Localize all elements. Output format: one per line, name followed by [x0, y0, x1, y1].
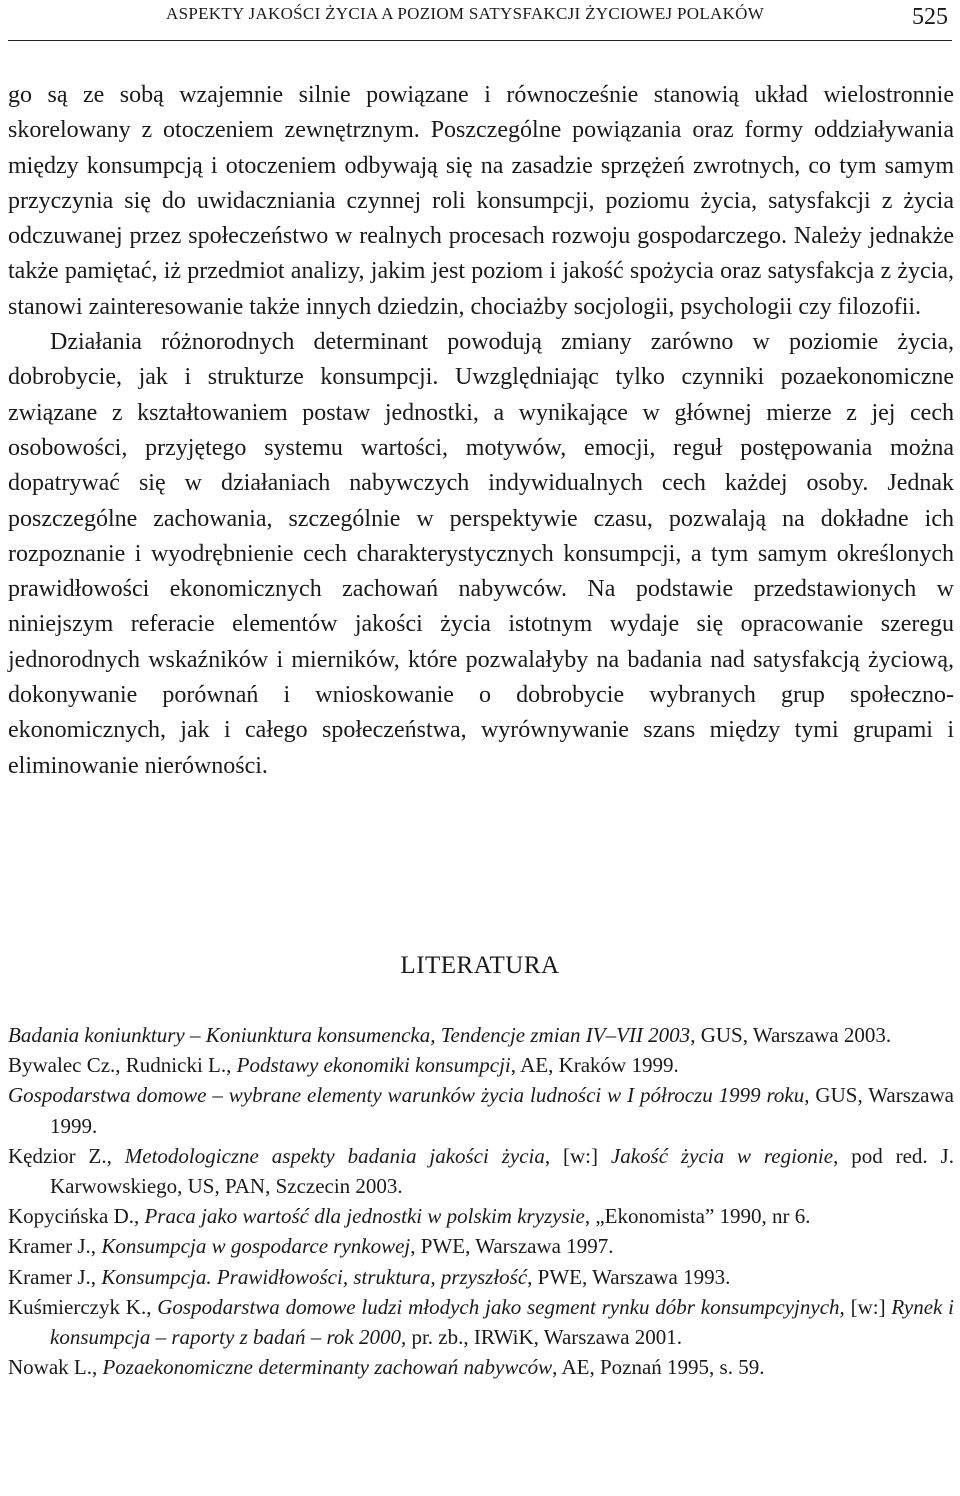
reference-item [8, 1050, 954, 1080]
ref-text: , AE, Poznań 1995, s. 59. [552, 1355, 765, 1380]
ref-title: Konsumpcja w gospodarce rynkowej [101, 1234, 411, 1259]
reference-item [8, 1141, 954, 1201]
reference-list [8, 1020, 954, 1382]
reference-item [8, 1020, 954, 1050]
ref-author: Kuśmierczyk K., [8, 1294, 158, 1319]
paragraph-1: go są ze sobą wzajemnie silnie powiązane i równocześnie stanowią układ wielostronnie skorelowany z otoczeniem zewnętrznym. Poszczególne powiązania oraz formy oddziaływania między konsumpcją i otoczeniem odbywają się na zasadzie sprzężeń zwrotnych, co tym samym przyczynia się do uwidaczniania czynnej roli konsumpcji, poziomu życia, satysfakcji z życia odczuwanej przez społeczeństwo w realnych procesach rozwoju gospodarczego. Należy jednakże także pamiętać, iż przedmiot analizy, jakim jest poziom i jakość spożycia oraz satysfakcja z życia, stanowi zainteresowanie także innych dziedzin, chociażby socjologii, psychologii czy filozofii. [8, 82, 954, 320]
ref-author: Nowak L., [8, 1355, 103, 1380]
ref-title: Praca jako wartość dla jednostki w polskim kryzysie [144, 1204, 585, 1229]
ref-author: Kopycińska D., [8, 1204, 145, 1229]
reference-item [8, 1201, 954, 1231]
reference-item [8, 1231, 954, 1261]
ref-author: Bywalec Cz., Rudnicki L., [8, 1053, 237, 1078]
page-header [8, 0, 952, 42]
ref-title: Gospodarstwa domowe ludzi młodych jako segment rynku dóbr konsumpcyjnych [157, 1294, 840, 1319]
ref-text: , [w:] [839, 1294, 892, 1319]
running-head: ASPEKTY JAKOŚCI ŻYCIA A POZIOM SATYSFAKCJI ŻYCIOWEJ POLAKÓW [166, 4, 765, 23]
page-number: 525 [912, 4, 948, 30]
ref-text: , pod red. J. Karwowskiego, US, PAN, Szczecin 2003. [50, 1143, 954, 1199]
reference-item [8, 1080, 954, 1140]
header-rule [8, 40, 952, 41]
ref-title: Gospodarstwa domowe – wybrane elementy warunków życia ludności w I półroczu 1999 roku [8, 1083, 805, 1108]
ref-book-title: Rynek i konsumpcja – raporty z badań – rok 2000 [50, 1294, 954, 1350]
literature-heading: LITERATURA [400, 952, 560, 979]
reference-item [8, 1352, 954, 1382]
ref-text: , „Ekonomista” 1990, nr 6. [584, 1204, 811, 1229]
paragraph-2: Działania różnorodnych determinant powodują zmiany zarówno w poziomie życia, dobrobycie, jak i strukturze konsumpcji. Uwzględniając tylko czynniki pozaekonomiczne związane z kształtowaniem postaw jednostki, a wynikające w głównej mierze z jej cech osobowości, przyjętego systemu wartości, motywów, emocji, reguł postępowania można dopatrywać się w działaniach nabywczych indywidualnych cech każdej osoby. Jednak poszczególne zachowania, szczególnie w perspektywie czasu, pozwalają na dokładne ich rozpoznanie i wyodrębnienie cech charakterystycznych konsumpcji, a tym samym określonych prawidłowości ekonomicznych zachowań nabywców. Na podstawie przedstawionych w niniejszym referacie elementów jakości życia istotnym wydaje się opracowanie szeregu jednorodnych wskaźników i mierników, które pozwalałyby na badania nad satysfakcją życiową, dokonywanie porównań i wnioskowanie o dobrobycie wybranych grup społeczno-ekonomicznych, jak i całego społeczeństwa, wyrównywanie szans między tymi grupami i eliminowanie nierówności. [8, 329, 954, 779]
ref-text: , PWE, Warszawa 1997. [410, 1234, 614, 1259]
ref-title: Metodologiczne aspekty badania jakości życia [124, 1143, 545, 1168]
ref-author: Kramer J., [8, 1264, 102, 1289]
ref-text: , GUS, Warszawa 2003. [690, 1023, 892, 1047]
ref-title: Podstawy ekonomiki konsumpcji [236, 1053, 511, 1078]
ref-text: , GUS, Warszawa 1999. [50, 1083, 954, 1138]
ref-title: Badania koniunktury – Koniunktura konsumencka, Tendencje zmian IV–VII 2003 [8, 1023, 691, 1047]
ref-text: , pr. zb., IRWiK, Warszawa 2001. [400, 1325, 683, 1350]
reference-item [8, 1292, 954, 1352]
body-text [8, 78, 954, 784]
ref-author: Kramer J., [8, 1234, 102, 1259]
ref-text: , PWE, Warszawa 1993. [527, 1264, 731, 1289]
ref-title: Konsumpcja. Prawidłowości, struktura, przyszłość [101, 1264, 528, 1289]
reference-item [8, 1262, 954, 1292]
ref-book-title: Jakość życia w regionie [610, 1143, 834, 1168]
ref-text: , AE, Kraków 1999. [510, 1053, 679, 1078]
ref-title: Pozaekonomiczne determinanty zachowań nabywców [102, 1355, 553, 1380]
ref-text: , [w:] [544, 1143, 611, 1168]
ref-author: Kędzior Z., [8, 1143, 125, 1168]
